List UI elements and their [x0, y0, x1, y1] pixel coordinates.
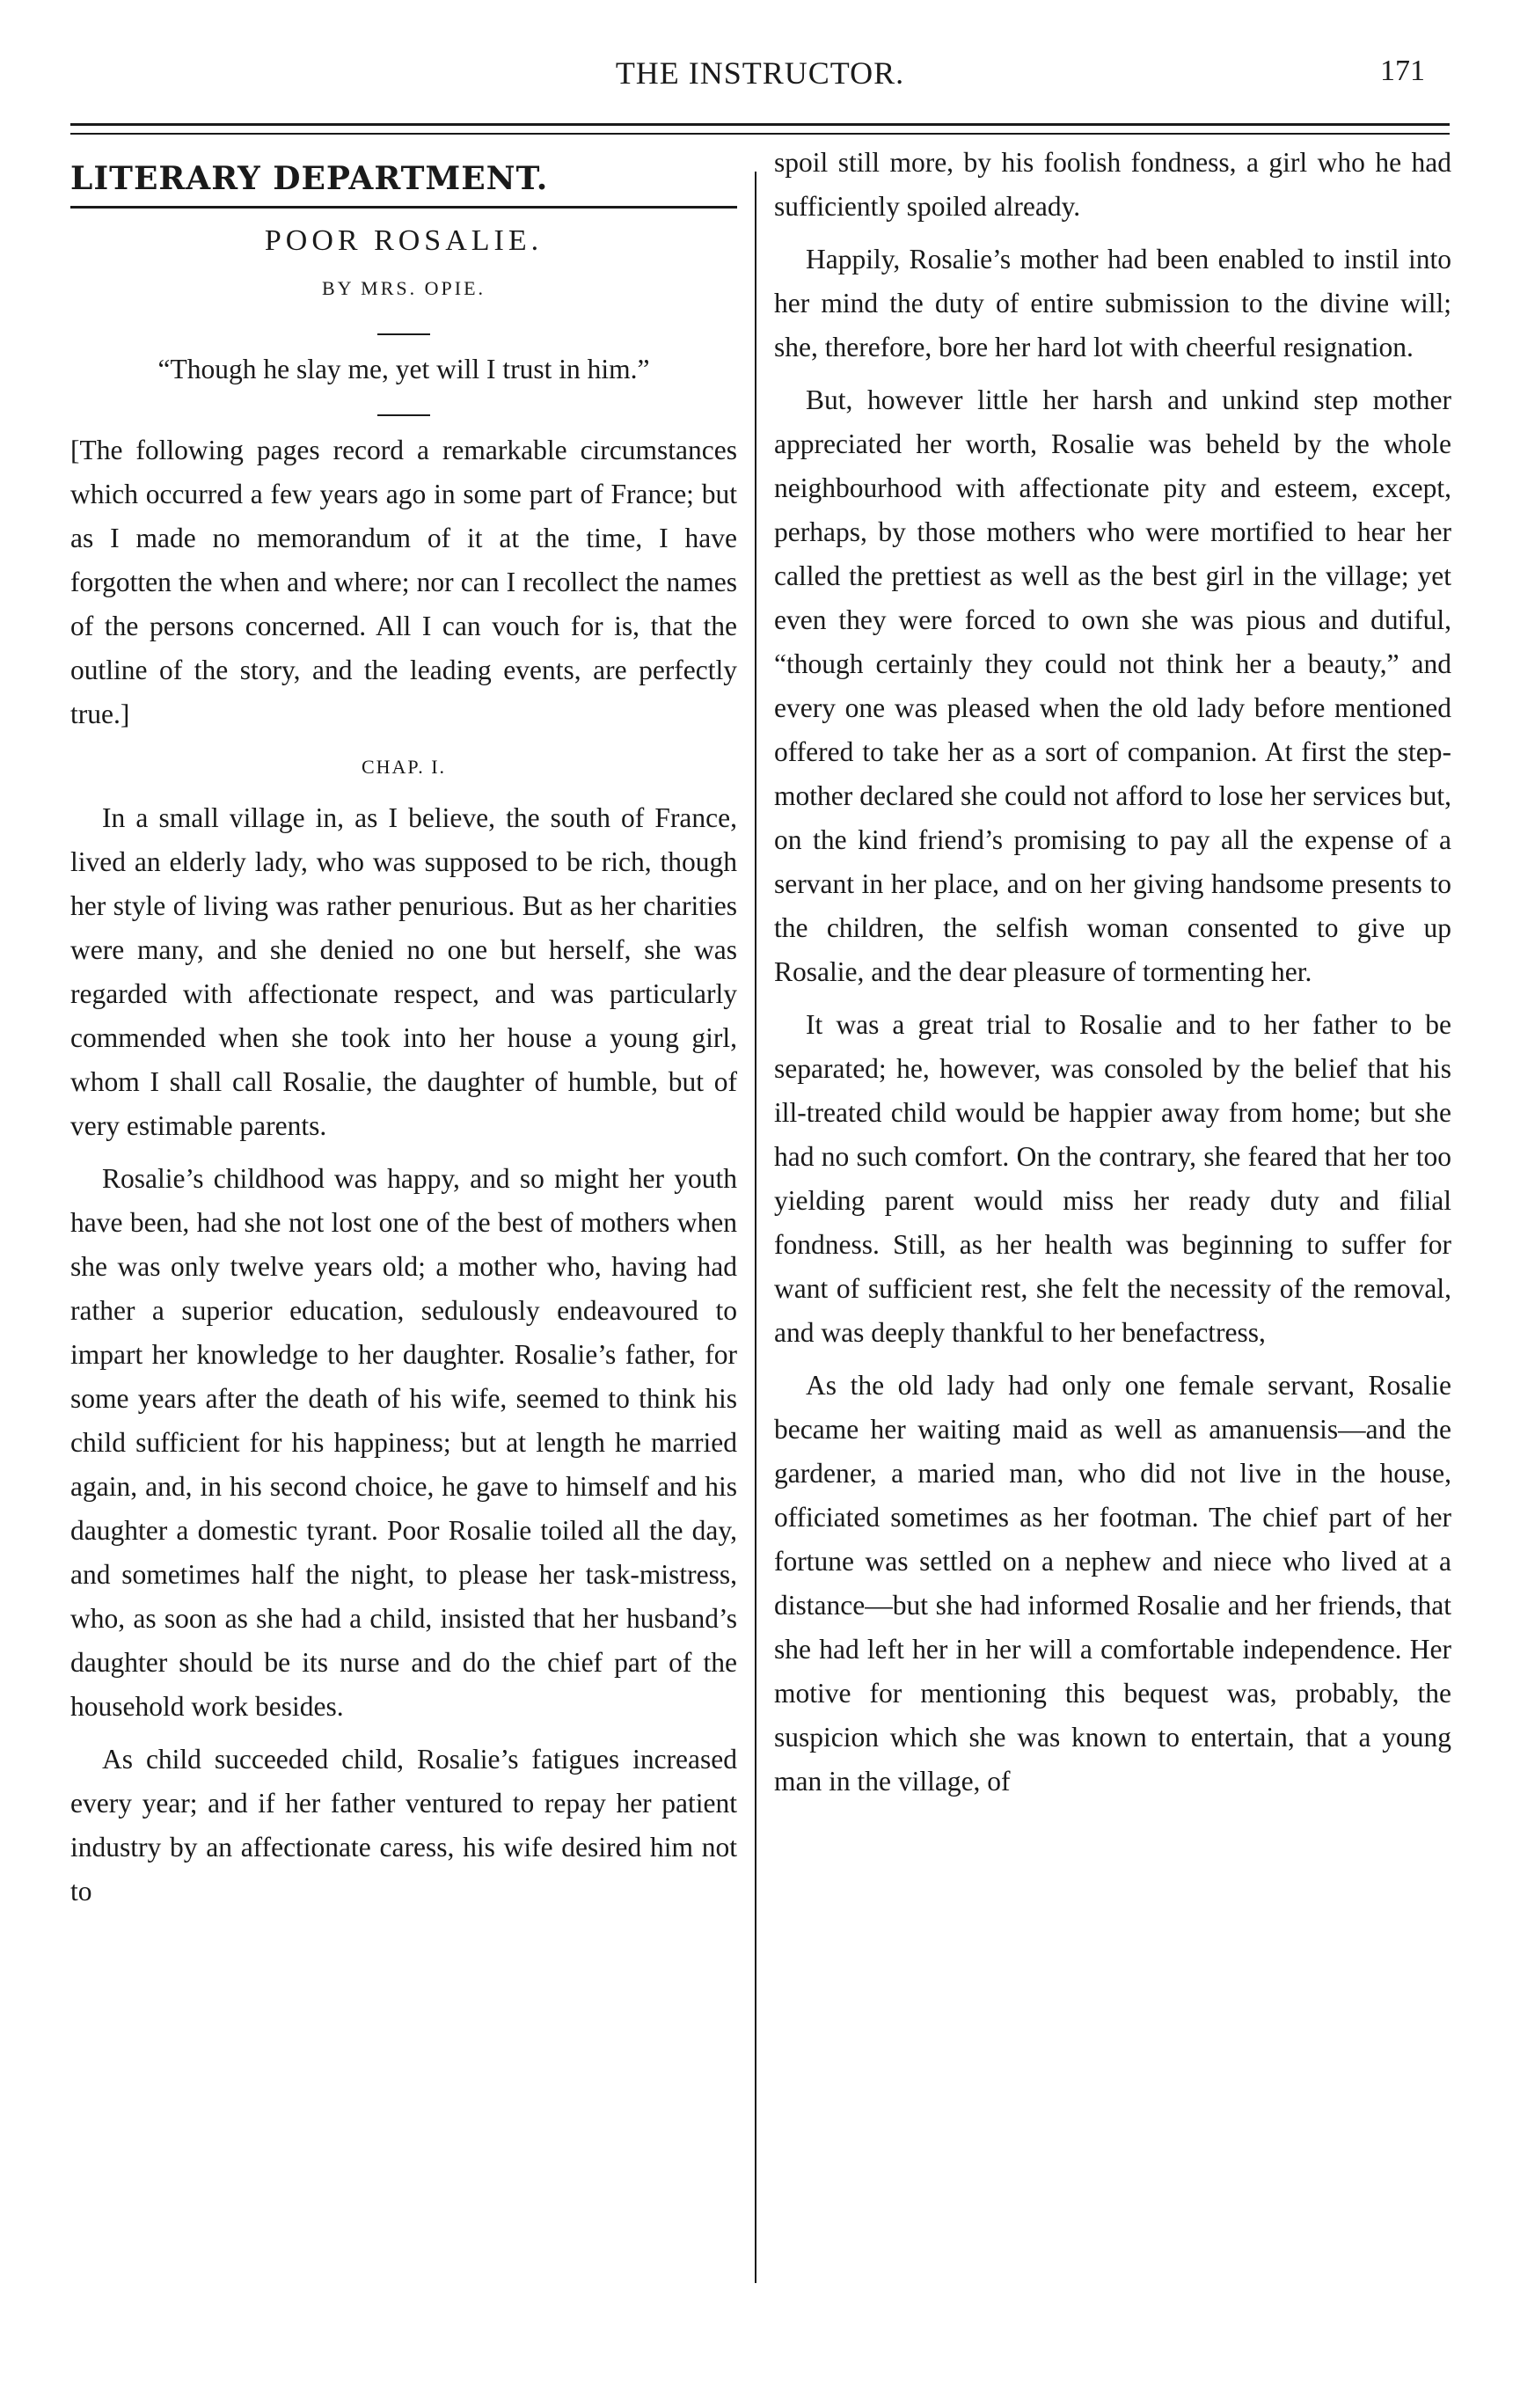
header-rule-top	[70, 123, 1450, 126]
editorial-intro: [The following pages record a remarkable circumstances which occurred a few years ago in some part of France; but as I made no memorandum of it at the time, I have forgotten the when and where; nor can I recollect the names of the persons concerned. All I can vouch for is, that the outline of the story, and the leading events, are perfectly true.]	[70, 435, 737, 729]
paragraph-right-3: But, however little her harsh and unkind step mother appreciated her worth, Rosalie was beheld by the whole neighbourhood with affectionate pity and esteem, except, perhaps, by those mothers who were mortified to hear her called the prettiest as well as the best girl in the village; yet even they were forced to own she was pious and dutiful, “though certainly they could not think her a beauty,” and every one was pleased when the old lady before mentioned offered to take her as a sort of companion. At first the step-mother declared she could not afford to lose her services but, on the kind friend’s promising to pay all the expense of a servant in her place, and on her giving handsome presents to the children, the selfish woman consented to give up Rosalie, and the dear pleasure of tormenting her.	[774, 384, 1451, 987]
chapter-heading: CHAP. I.	[361, 756, 447, 778]
header-rule-bottom	[70, 133, 1450, 135]
paragraph-right-1: spoil still more, by his foolish fondness, a girl who he had sufficiently spoiled already.	[774, 147, 1451, 222]
periodical-title: THE INSTRUCTOR.	[615, 55, 905, 91]
left-column	[70, 141, 737, 1922]
column-divider	[755, 172, 756, 2283]
author-byline: BY MRS. OPIE.	[321, 277, 486, 299]
right-column	[774, 141, 1451, 1812]
paragraph-right-5: As the old lady had only one female servant, Rosalie became her waiting maid as well as amanuensis—and the gardener, a maried man, who did not live in the house, officiated sometimes as her footman. The chief part of her fortune was settled on a nephew and niece who lived at a distance—but she had informed Rosalie and her friends, that she had left her in her will a comfortable independence. Her motive for mentioning this bequest was, probably, the suspicion which she was known to entertain, that a young man in the village, of	[774, 1370, 1451, 1797]
paragraph-right-2: Happily, Rosalie’s mother had been enabled to instil into her mind the duty of entire submission to the divine will; she, therefore, bore her hard lot with cheerful resignation.	[774, 244, 1451, 362]
page-header	[70, 46, 1450, 99]
paragraph-left-3: As child succeeded child, Rosalie’s fatigues increased every year; and if her father ventured to repay her patient industry by an affectionate caress, his wife desired him not to	[70, 1744, 737, 1907]
ornament-rule-1	[377, 333, 430, 335]
paragraph-left-2: Rosalie’s childhood was happy, and so might her youth have been, had she not lost one of the best of mothers when she was only twelve years old; a mother who, having had rather a superior education, sedulously endeavoured to impart her knowledge to her daughter. Rosalie’s father, for some years after the death of his wife, seemed to think his child sufficient for his happiness; but at length he married again, and, in his second choice, he gave to himself and his daughter a domestic tyrant. Poor Rosalie toiled all the day, and sometimes half the night, to please her task-mistress, who, as soon as she had a child, insisted that her husband’s daughter should be its nurse and do the chief part of the household work besides.	[70, 1163, 737, 1722]
ornament-rule-2	[377, 414, 430, 416]
epigraph: “Though he slay me, yet will I trust in him.”	[157, 354, 650, 384]
paragraph-left-1: In a small village in, as I believe, the south of France, lived an elderly lady, who was supposed to be rich, though her style of living was rather penurious. But as her charities were many, and she denied no one but herself, she was regarded with affectionate respect, and was particularly commended when she took into her house a young girl, whom I shall call Rosalie, the daughter of humble, but of very estimable parents.	[70, 802, 737, 1141]
page-number: 171	[1380, 55, 1425, 87]
paragraph-right-4: It was a great trial to Rosalie and to her father to be separated; he, however, was consoled by the belief that his ill-treated child would be happier away from home; but she had no such comfort. On the contrary, she feared that her too yielding parent would miss her ready duty and filial fondness. Still, as her health was beginning to suffer for want of sufficient rest, she felt the necessity of the removal, and was deeply thankful to her benefactress,	[774, 1009, 1451, 1348]
story-title: POOR ROSALIE.	[264, 224, 544, 257]
department-heading: LITERARY DEPARTMENT.	[70, 160, 549, 197]
department-rule	[70, 206, 737, 209]
